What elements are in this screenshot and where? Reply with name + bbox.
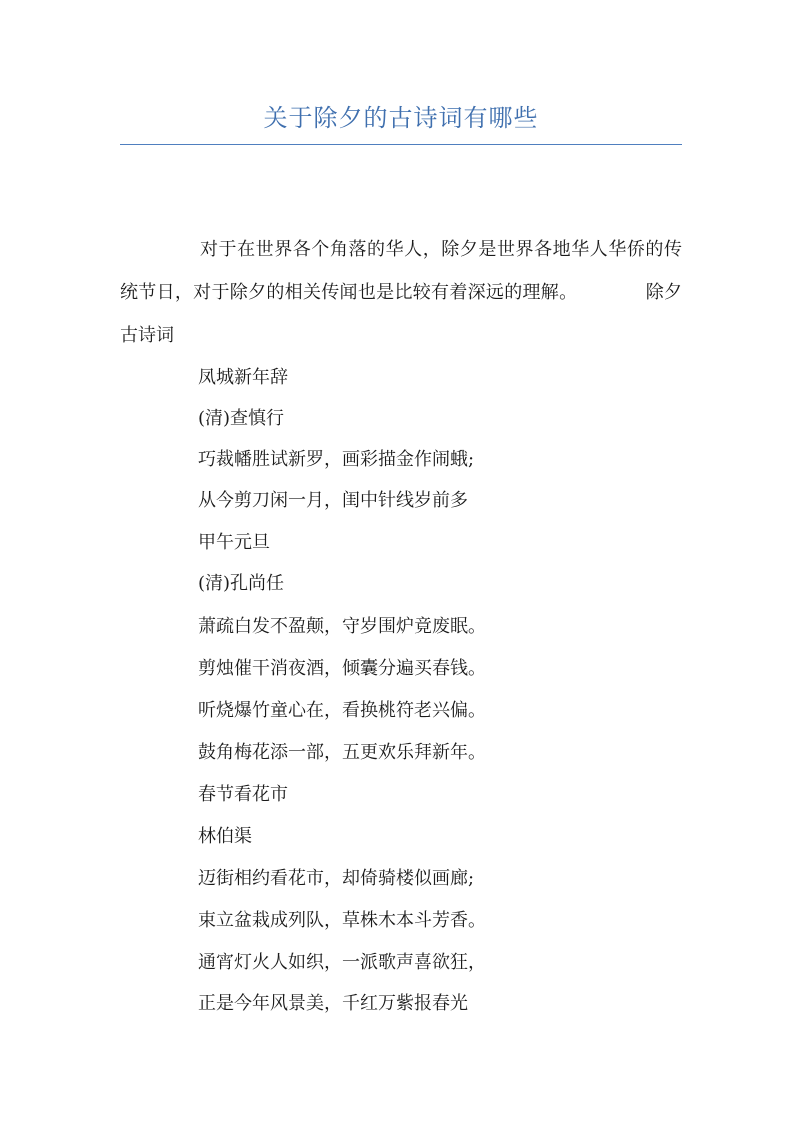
poem-line: 从今剪刀闲一月，闺中针线岁前多 <box>198 490 468 511</box>
poem-line: 鼓角梅花添一部，五更欢乐拜新年。 <box>198 742 486 763</box>
intro-paragraph <box>120 228 682 357</box>
intro-sentence: 对于在世界各个角落的华人，除夕是世界各地华人华侨的传统节日，对于除夕的相关传闻也是比较有着深远的理解。 <box>120 239 682 303</box>
section-label: 除夕古诗词 <box>120 282 682 346</box>
document-title: 关于除夕的古诗词有哪些 <box>263 104 539 132</box>
poem-line: 巧裁幡胜试新罗，画彩描金作闹蛾; <box>198 449 475 470</box>
poem-author: (清)查慎行 <box>198 408 285 429</box>
poem-line: 通宵灯火人如织，一派歌声喜欲狂， <box>198 952 486 973</box>
poem-title: 春节看花市 <box>198 784 288 805</box>
poem-line: 束立盆栽成列队，草株木本斗芳香。 <box>198 910 486 931</box>
poem-title: 甲午元旦 <box>198 532 270 553</box>
poem-line: 听烧爆竹童心在，看换桃符老兴偏。 <box>198 700 486 721</box>
poem-line: 萧疏白发不盈颠，守岁围炉竟废眠。 <box>198 616 486 637</box>
poem-line: 剪烛催干消夜酒，倾囊分遍买春钱。 <box>198 658 486 679</box>
poem-line: 迈街相约看花市，却倚骑楼似画廊; <box>198 868 475 889</box>
poem-author: (清)孔尚任 <box>198 573 285 594</box>
poem-author: 林伯渠 <box>198 826 252 847</box>
title-underline <box>120 144 682 145</box>
poem-title: 凤城新年辞 <box>198 367 288 388</box>
poem-line: 正是今年风景美，千红万紫报春光 <box>198 993 468 1014</box>
